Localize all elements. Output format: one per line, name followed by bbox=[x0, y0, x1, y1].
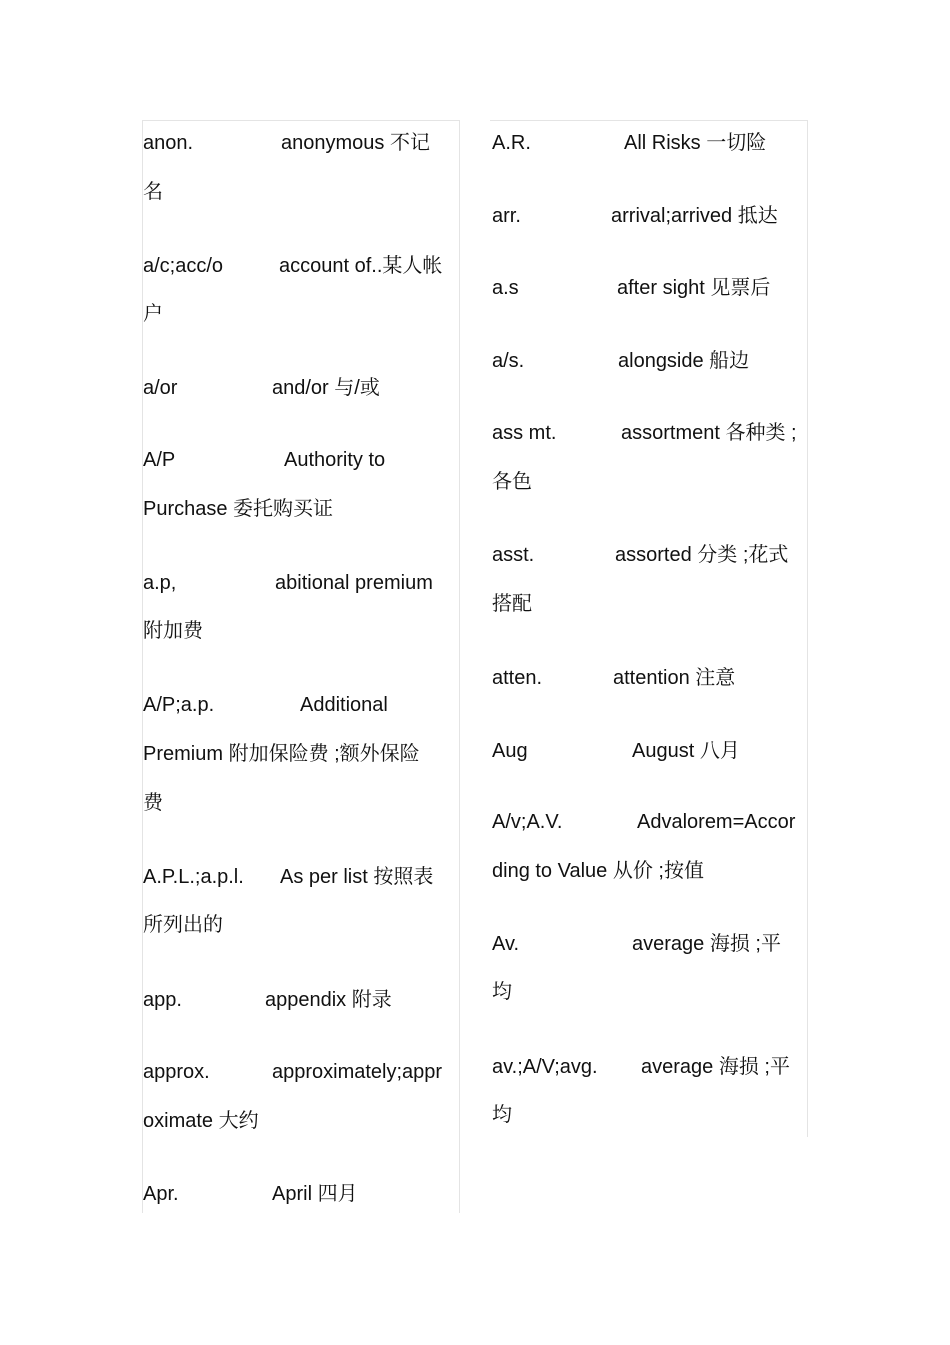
definition-text: Purchase 委托购买证 bbox=[143, 498, 334, 520]
abbreviation: A/P;a.p. bbox=[143, 694, 215, 716]
definition: average 海损 ;平 bbox=[641, 1056, 790, 1078]
definition: and/or 与/或 bbox=[272, 377, 380, 399]
abbreviation: A/P bbox=[143, 449, 176, 471]
definition: abitional premium bbox=[275, 572, 433, 594]
definition-text: 搭配 bbox=[492, 593, 532, 615]
abbreviation: app. bbox=[143, 989, 182, 1011]
definition-text: 名 bbox=[143, 181, 163, 203]
definition: average 海损 ;平 bbox=[632, 933, 781, 955]
right-column bbox=[490, 120, 808, 1137]
definition-text: 户 bbox=[143, 303, 163, 325]
definition: account of..某人帐 bbox=[279, 255, 443, 277]
abbreviation: ass mt. bbox=[492, 422, 557, 444]
definition: appendix 附录 bbox=[265, 989, 392, 1011]
abbreviation: asst. bbox=[492, 544, 535, 566]
definition-text: 均 bbox=[492, 981, 512, 1003]
definition-text: 各色 bbox=[492, 471, 532, 493]
abbreviation: Apr. bbox=[143, 1183, 179, 1205]
definition: attention 注意 bbox=[613, 667, 736, 689]
definition: Additional bbox=[300, 694, 388, 716]
abbreviation: a/or bbox=[143, 377, 178, 399]
definition-text: 均 bbox=[492, 1104, 512, 1126]
definition-text: 所列出的 bbox=[143, 914, 223, 936]
abbreviation: atten. bbox=[492, 667, 543, 689]
abbreviation: approx. bbox=[143, 1061, 210, 1083]
abbreviation: arr. bbox=[492, 205, 521, 227]
abbreviation: A.P.L.;a.p.l. bbox=[143, 866, 244, 888]
abbreviation: a/c;acc/o bbox=[143, 255, 224, 277]
definition: Authority to bbox=[284, 449, 386, 471]
definition: assortment 各种类 ; bbox=[621, 422, 797, 444]
definition: All Risks 一切险 bbox=[624, 132, 767, 154]
abbreviation: a.s bbox=[492, 277, 519, 299]
definition: August 八月 bbox=[632, 740, 740, 762]
definition: alongside 船边 bbox=[618, 350, 750, 372]
definition: As per list 按照表 bbox=[280, 866, 434, 888]
abbreviation: Av. bbox=[492, 933, 520, 955]
definition: arrival;arrived 抵达 bbox=[611, 205, 778, 227]
abbreviation: a/s. bbox=[492, 350, 525, 372]
definition-text: 费 bbox=[143, 792, 163, 814]
definition: anonymous 不记 bbox=[281, 132, 430, 154]
definition-text: Premium 附加保险费 ;额外保险 bbox=[143, 743, 420, 765]
definition: approximately;appr bbox=[272, 1061, 443, 1083]
definition: after sight 见票后 bbox=[617, 277, 771, 299]
abbreviation: av.;A/V;avg. bbox=[492, 1056, 598, 1078]
abbreviation: A/v;A.V. bbox=[492, 811, 563, 833]
definition-text: 附加费 bbox=[143, 620, 203, 642]
abbreviation: anon. bbox=[143, 132, 194, 154]
definition: April 四月 bbox=[272, 1183, 358, 1205]
abbreviation: A.R. bbox=[492, 132, 531, 154]
left-column bbox=[142, 120, 460, 1213]
definition: assorted 分类 ;花式 bbox=[615, 544, 789, 566]
abbreviation: Aug bbox=[492, 740, 528, 762]
definition-text: ding to Value 从价 ;按值 bbox=[492, 860, 704, 882]
definition: Advalorem=Accor bbox=[637, 811, 796, 833]
abbreviation: a.p, bbox=[143, 572, 177, 594]
definition-text: oximate 大约 bbox=[143, 1110, 259, 1132]
